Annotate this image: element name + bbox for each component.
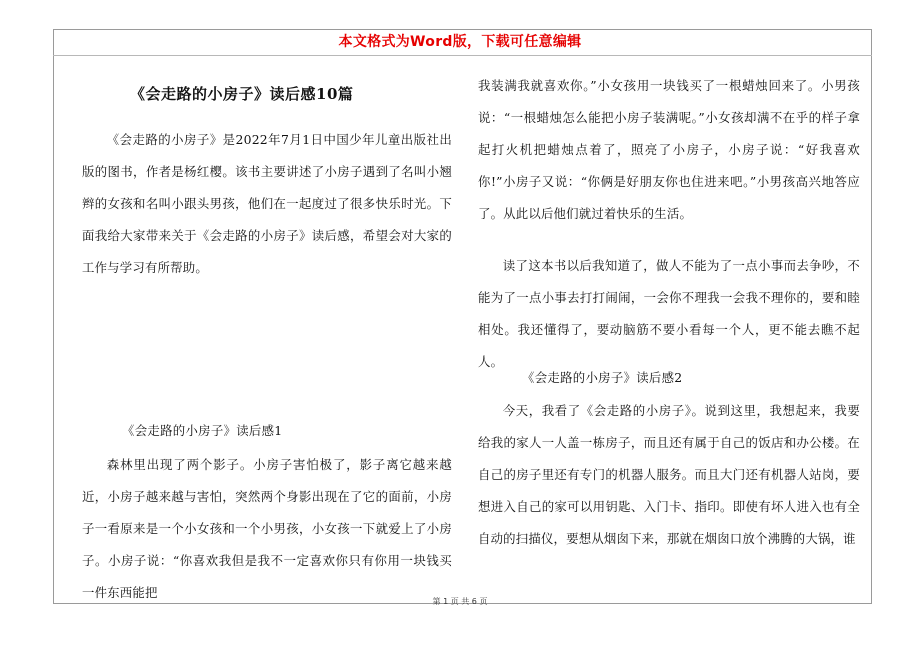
section2-heading: 《会走路的小房子》读后感2 — [522, 370, 683, 385]
continued-paragraph: 我装满我就喜欢你。”小女孩用一块钱买了一根蜡烛回来了。小男孩说：“一根蜡烛怎么能把小房子装满呢。”小女孩却满不在乎的样子拿起打火机把蜡烛点着了，照亮了小房子，小房子说：“好我喜欢你!”小房子又说：“你俩是好朋友你也住进来吧。”小男孩高兴地答应了。从此以后他们就过着快乐的生活。 — [478, 78, 860, 221]
section1-paragraph: 森林里出现了两个影子。小房子害怕极了，影子离它越来越近，小房子越来越与害怕，突然两个身影出现在了它的面前，小房子一看原来是一个小女孩和一个小男孩，小女孩一下就爱上了小房子。小房子说：“你喜欢我但是我不一定喜欢你只有你用一块钱买一件东西能把 — [82, 457, 452, 600]
reflection-paragraph: 读了这本书以后我知道了，做人不能为了一点小事而去争吵，不能为了一点小事去打打闹闹，一会你不理我一会我不理你的，要和睦相处。我还懂得了，要动脑筋不要小看每一个人，更不能去瞧不起人。 — [478, 258, 860, 369]
document-title: 《会走路的小房子》读后感10篇 — [130, 85, 354, 103]
page-footer: 第 1 页 共 6 页 — [432, 597, 488, 606]
section1-heading: 《会走路的小房子》读后感1 — [122, 423, 283, 438]
word-format-banner: 本文格式为Word版，下载可任意编辑 — [338, 34, 582, 50]
section2-paragraph: 今天，我看了《会走路的小房子》。说到这里，我想起来，我要给我的家人一人盖一栋房子，而且还有属于自己的饭店和办公楼。在自己的房子里还有专门的机器人服务。而且大门还有机器人站岗，要想进入自己的家可以用钥匙、入门卡、指印。即使有坏人进入也有全自动的扫描仪，要想从烟囱下来，那就在烟囱口放个沸腾的大锅，谁 — [478, 403, 860, 546]
intro-paragraph: 《会走路的小房子》是2022年7月1日中国少年儿童出版社出版的图书，作者是杨红樱。该书主要讲述了小房子遇到了名叫小翘辫的女孩和名叫小跟头男孩，他们在一起度过了很多快乐时光。下面我给大家带来关于《会走路的小房子》读后感，希望会对大家的工作与学习有所帮助。 — [82, 132, 452, 275]
banner-divider — [53, 55, 872, 56]
